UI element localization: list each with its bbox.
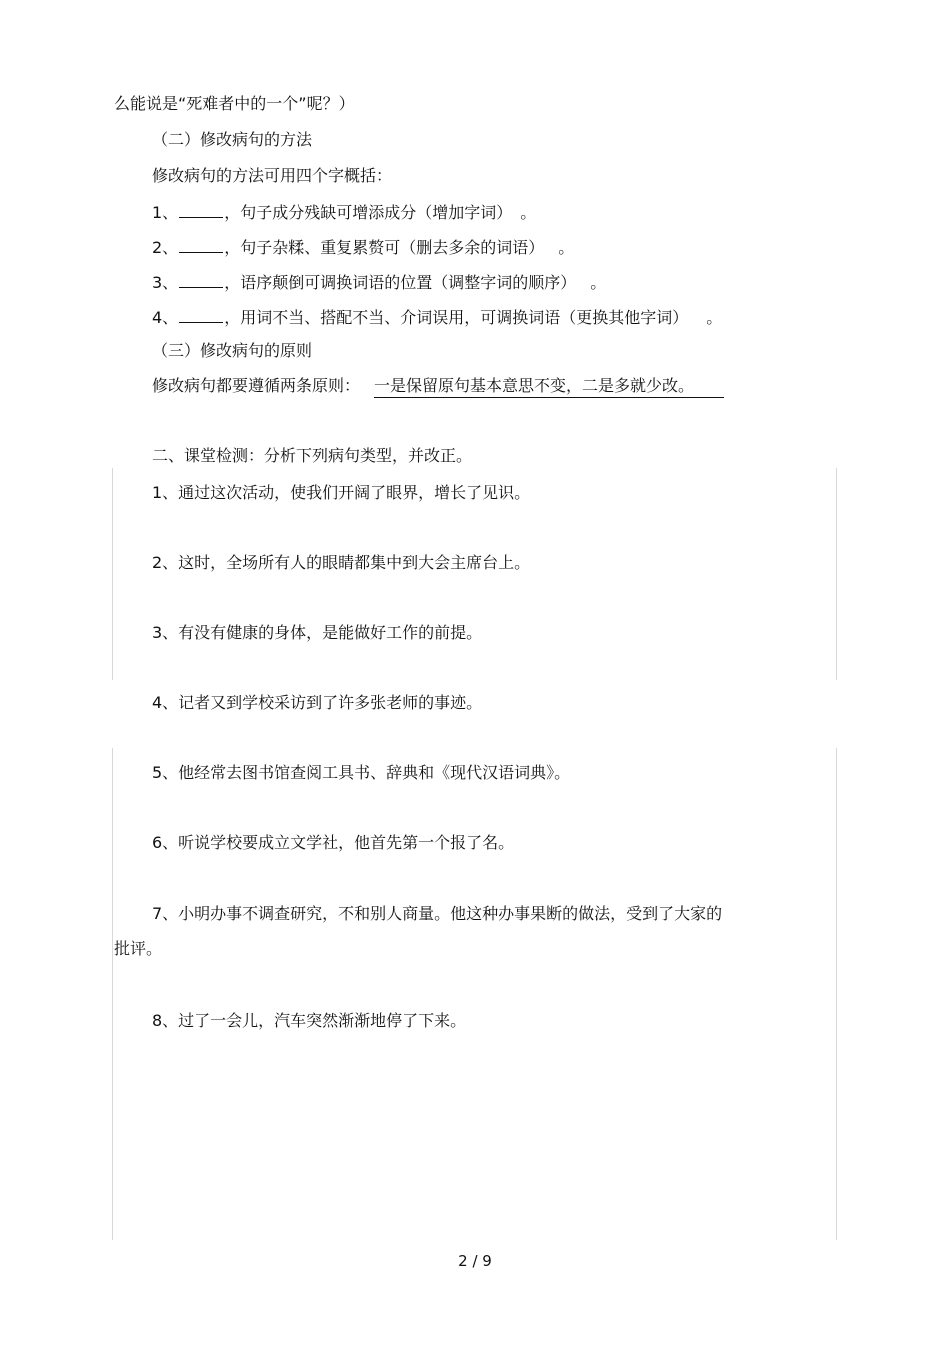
exercise-item-6: 6、听说学校要成立文学社，他首先第一个报了名。 bbox=[152, 833, 515, 852]
left-margin-rule-top bbox=[112, 468, 113, 680]
exercise-item-5: 5、他经常去图书馆查阅工具书、辞典和《现代汉语词典》。 bbox=[152, 763, 571, 782]
item-end: 。 bbox=[558, 238, 575, 257]
exercise-item-7: 7、小明办事不调查研究，不和别人商量。他这种办事果断的做法，受到了大家的 bbox=[152, 904, 723, 923]
exercise-item-2: 2、这时，全场所有人的眼睛都集中到大会主席台上。 bbox=[152, 553, 531, 572]
answer-blank[interactable] bbox=[179, 237, 223, 253]
principle-answer: 一是保留原句基本意思不变，二是多就少改。 bbox=[374, 376, 724, 398]
exercise-item-7-continuation: 批评。 bbox=[114, 939, 163, 958]
item-text: ，语序颠倒可调换词语的位置（调整字词的顺序） bbox=[224, 273, 569, 292]
item-number: 1、 bbox=[152, 203, 179, 222]
exercise-item-4: 4、记者又到学校采访到了许多张老师的事迹。 bbox=[152, 693, 483, 712]
item-end: 。 bbox=[590, 273, 607, 292]
answer-blank[interactable] bbox=[179, 272, 223, 288]
exercise-item-8: 8、过了一会儿，汽车突然渐渐地停了下来。 bbox=[152, 1011, 467, 1030]
method-item-3 bbox=[152, 272, 606, 293]
exercise-item-1: 1、通过这次活动，使我们开阔了眼界，增长了见识。 bbox=[152, 483, 531, 502]
section2-lead: 修改病句的方法可用四个字概括： bbox=[152, 166, 393, 185]
left-margin-rule-bottom bbox=[112, 748, 113, 1240]
exercise-item-3: 3、有没有健康的身体，是能做好工作的前提。 bbox=[152, 623, 483, 642]
item-text: ，用词不当、搭配不当、介词误用，可调换词语（更换其他字词） bbox=[224, 308, 681, 327]
section3-heading: （三）修改病句的原则 bbox=[152, 341, 313, 360]
item-number: 2、 bbox=[152, 238, 179, 257]
page-number: 2 / 9 bbox=[458, 1252, 492, 1270]
method-item-2 bbox=[152, 237, 574, 258]
item-number: 4、 bbox=[152, 308, 179, 327]
intro-continuation: 么能说是“死难者中的一个”呢？） bbox=[114, 94, 355, 113]
method-item-1 bbox=[152, 202, 536, 223]
item-end: 。 bbox=[706, 308, 723, 327]
exercise-heading: 二、课堂检测：分析下列病句类型，并改正。 bbox=[152, 446, 473, 465]
principle-lead: 修改病句都要遵循两条原则： bbox=[152, 376, 361, 395]
item-text: ，句子成分残缺可增添成分（增加字词） bbox=[224, 203, 505, 222]
right-margin-rule-bottom bbox=[836, 748, 837, 1240]
item-end: 。 bbox=[520, 203, 537, 222]
answer-blank[interactable] bbox=[179, 202, 223, 218]
item-text: ，句子杂糅、重复累赘可（删去多余的词语） bbox=[224, 238, 537, 257]
item-number: 3、 bbox=[152, 273, 179, 292]
method-item-4 bbox=[152, 307, 722, 328]
answer-blank[interactable] bbox=[179, 307, 223, 323]
section3-principle bbox=[152, 376, 724, 398]
section2-heading: （二）修改病句的方法 bbox=[152, 130, 313, 149]
right-margin-rule-top bbox=[836, 468, 837, 680]
